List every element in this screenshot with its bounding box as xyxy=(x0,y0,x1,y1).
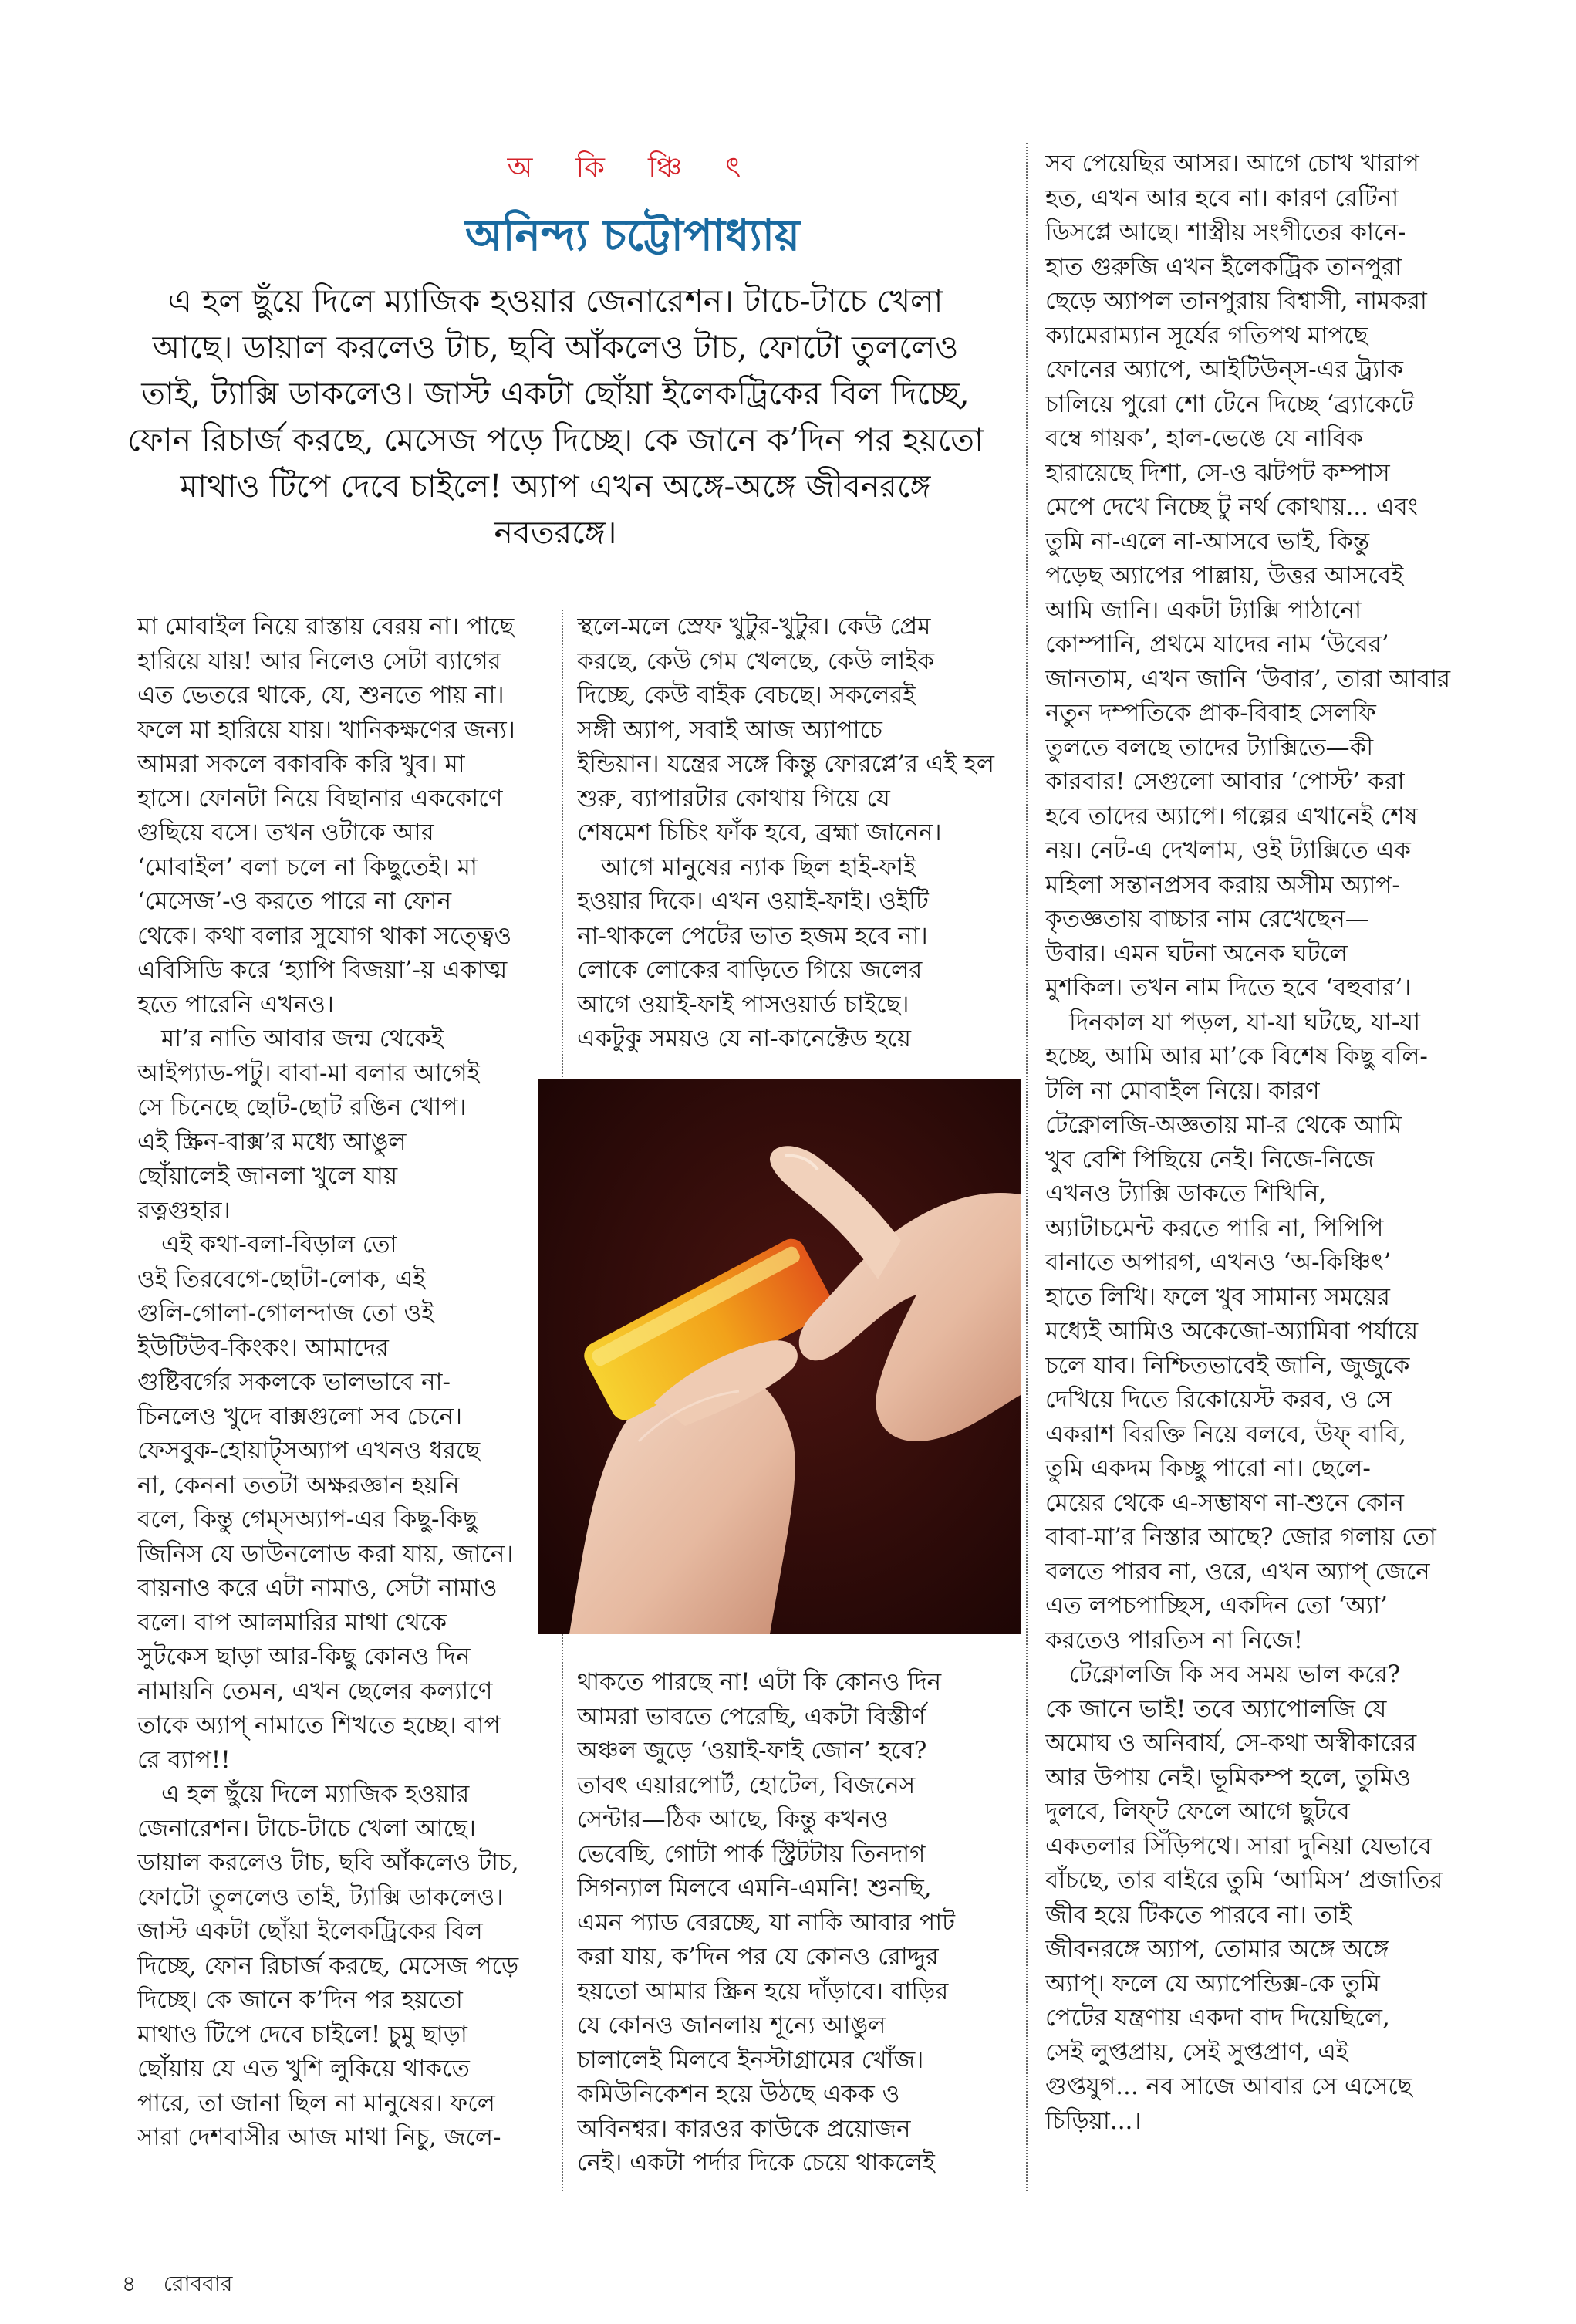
text-line: জানতাম, এখন জানি ‘উবার’, তারা আবার xyxy=(1045,664,1451,693)
text-line: টেক্নোলজি কি সব সময় ভাল করে? xyxy=(1045,1660,1401,1688)
text-line: এমন প্যাড বেরচ্ছে, যা নাকি আবার পাট xyxy=(577,1908,956,1937)
text-line: ‘মেসেজ’-ও করতে পারে না ফোন xyxy=(137,887,452,915)
text-line: এত লপচপাচ্ছিস, একদিন তো ‘অ্যা’ xyxy=(1045,1592,1389,1620)
text-line: গুলি-গোলা-গোলন্দাজ তো ওই xyxy=(137,1299,434,1327)
text-line: ডিসপ্লে আছে। শাস্ত্রীয় সংগীতের কানে- xyxy=(1045,218,1406,246)
text-line: রে ব্যাপ!! xyxy=(137,1745,231,1774)
intro-paragraph: এ হল ছুঁয়ে দিলে ম্যাজিক হওয়ার জেনারেশন। টাচে-টাচে খেলা আছে। ডায়াল করলেও টাচ, ছবি আঁকলেও টাচ, ফোটো তুললেও তাই, ট্যাক্সি ডাকলেও। জাস্ট একটা ছোঁয়া ইলেকট্রিকের বিল দিচ্ছে, ফোন রিচার্জ করছে, মেসেজ পড়ে দিচ্ছে। কে জানে ক’দিন পর হয়তো মাথাও টিপে দেবে চাইলে! অ্যাপ এখন অঙ্গে-অঙ্গে জীবনরঙ্গে নবতরঙ্গে। xyxy=(127,282,984,551)
text-line: হতে পারেনি এখনও। xyxy=(137,990,334,1018)
text-line: না, কেননা ততটা অক্ষরজ্ঞান হয়নি xyxy=(137,1471,460,1499)
text-line: দিনকাল যা পড়ল, যা-যা ঘটছে, যা-যা xyxy=(1045,1008,1421,1036)
text-line: দিচ্ছে। কে জানে ক’দিন পর হয়তো xyxy=(137,1986,463,2014)
text-line: আর উপায় নেই। ভূমিকম্প হলে, তুমিও xyxy=(1045,1763,1411,1792)
text-line: অবিনশ্বর। কারওর কাউকে প্রয়োজন xyxy=(577,2114,911,2143)
text-line: জিনিস যে ডাউনলোড করা যায়, জানে। xyxy=(137,1539,514,1568)
text-line: বম্বে গায়ক’, হাল-ভেঙে যে নাবিক xyxy=(1045,424,1363,452)
text-line: দেখিয়ে দিতে রিকোয়েস্ট করব, ও সে xyxy=(1045,1386,1392,1414)
text-line: বলে। বাপ আলমারির মাথা থেকে xyxy=(137,1608,447,1637)
text-line: ছোঁয়ায় যে এত খুশি লুকিয়ে থাকতে xyxy=(137,2055,470,2082)
text-line: সেই লুপ্তপ্রায়, সেই সুপ্তপ্রাণ, এই xyxy=(1045,2038,1348,2066)
text-line: এত ভেতরে থাকে, যে, শুনতে পায় না। xyxy=(137,681,505,709)
text-line: আগে মানুষের ন্যাক ছিল হাই-ফাই xyxy=(577,853,916,881)
text-line: অঞ্চল জুড়ে ‘ওয়াই-ফাই জোন’ হবে? xyxy=(577,1737,927,1765)
text-line: টেক্নোলজি-অজ্ঞতায় মা-র থেকে আমি xyxy=(1045,1111,1402,1139)
text-line: যে কোনও জানলায় শূন্যে আঙুল xyxy=(577,2012,886,2039)
text-line: জীব হয়ে টিকতে পারবে না। তাই xyxy=(1045,1900,1352,1929)
text-line: এখনও ট্যাক্সি ডাকতে শিখিনি, xyxy=(1045,1180,1327,1208)
text-line: বলতে পারব না, ওরে, এখন অ্যাপ্‌ জেনে xyxy=(1045,1557,1430,1586)
text-line: বায়নাও করে এটা নামাও, সেটা নামাও xyxy=(137,1574,498,1602)
text-line: গুছিয়ে বসে। তখন ওটাকে আর xyxy=(137,819,434,846)
text-line: নয়। নেট-এ দেখলাম, ওই ট্যাক্সিতে এক xyxy=(1045,836,1411,864)
text-line: তাকে অ্যাপ্‌ নামাতে শিখতে হচ্ছে। বাপ xyxy=(137,1711,501,1739)
text-line: মাথাও টিপে দেবে চাইলে! চুমু ছাড়া xyxy=(137,2020,467,2049)
text-line: আইপ্যাড-পটু। বাবা-মা বলার আগেই xyxy=(137,1059,480,1087)
text-line: হচ্ছে, আমি আর মা’কে বিশেষ কিছু বলি- xyxy=(1045,1042,1428,1070)
column-1 xyxy=(137,610,538,2155)
text-line: বাবা-মা’র নিস্তার আছে? জোর গলায় তো xyxy=(1045,1523,1436,1551)
text-line: গুষ্টিবর্গের সকলকে ভালভাবে না- xyxy=(137,1368,451,1396)
text-line: দিচ্ছে, ফোন রিচার্জ করছে, মেসেজ পড়ে xyxy=(137,1951,519,1980)
text-line: ওই তিরবেগে-ছোটা-লোক, এই xyxy=(137,1265,426,1293)
hands-phone-illustration xyxy=(538,1079,1021,1634)
text-line: আমি জানি। একটা ট্যাক্সি পাঠানো xyxy=(1045,596,1362,624)
text-line: লোকে লোকের বাড়িতে গিয়ে জলের xyxy=(577,956,923,984)
text-line: সুটকেস ছাড়া আর-কিছু কোনও দিন xyxy=(137,1643,471,1670)
text-line: পড়েছ অ্যাপের পাল্লায়, উত্তর আসবেই xyxy=(1045,562,1404,589)
text-line: হত, এখন আর হবে না। কারণ রেটিনা xyxy=(1045,184,1399,212)
text-line: জাস্ট একটা ছোঁয়া ইলেকট্রিকের বিল xyxy=(137,1917,483,1945)
text-line: তুমি একদম কিচ্ছু পারো না। ছেলে- xyxy=(1045,1454,1371,1482)
text-line: ডায়াল করলেও টাচ, ছবি আঁকলেও টাচ, xyxy=(137,1849,519,1876)
text-line: কারবার! সেগুলো আবার ‘পোস্ট’ করা xyxy=(1045,768,1405,795)
text-line: কে জানে ভাই! তবে অ্যাপোলজি যে xyxy=(1045,1694,1387,1723)
text-line: চালালেই মিলবে ইনস্টাগ্রামের খোঁজ। xyxy=(577,2045,924,2074)
text-line: হওয়ার দিকে। এখন ওয়াই-ফাই। ওইটি xyxy=(577,887,929,915)
text-line: মহিলা সন্তানপ্রসব করায় অসীম অ্যাপ- xyxy=(1045,870,1400,899)
text-line: দিচ্ছে, কেউ বাইক বেচছে। সকলেরই xyxy=(577,681,916,709)
text-line: ভেবেছি, গোটা পার্ক স্ট্রিটটায় তিনদাগ xyxy=(577,1839,926,1868)
text-line: সে চিনেছে ছোট-ছোট রঙিন খোপ। xyxy=(137,1093,467,1121)
text-line: অ্যাটাচমেন্ট করতে পারি না, পিপিপি xyxy=(1045,1214,1384,1242)
text-line: ইউটিউব-কিংকং। আমাদের xyxy=(137,1333,389,1362)
text-line: অ্যাপ্‌। ফলে যে অ্যাপেন্ডিক্স-কে তুমি xyxy=(1045,1969,1380,1998)
text-line: করছে, কেউ গেম খেলছে, কেউ লাইক xyxy=(577,647,935,675)
series-title: অ কি ঞ্চি ৎ xyxy=(507,150,758,184)
text-line: শেষমেশ চিচিং ফাঁক হবে, ব্রহ্মা জানেন। xyxy=(577,819,942,846)
text-line: থাকতে পারছে না! এটা কি কোনও দিন xyxy=(577,1668,942,1696)
text-line: বাঁচছে, তার বাইরে তুমি ‘আমিস’ প্রজাতির xyxy=(1045,1866,1443,1894)
text-line: সঙ্গী অ্যাপ, সবাই আজ অ্যাপাচে xyxy=(577,715,882,744)
text-line: করা যায়, ক’দিন পর যে কোনও রোদ্দুর xyxy=(577,1943,939,1971)
text-line: এবিসিডি করে ‘হ্যাপি বিজয়া’-য় একাত্ম xyxy=(137,956,508,984)
text-line: করতেও পারতিস না নিজে! xyxy=(1045,1626,1304,1654)
text-line: ফলে মা হারিয়ে যায়। খানিকক্ষণের জন্য। xyxy=(137,715,515,744)
page-number: ৪ xyxy=(122,2271,137,2296)
text-line: ফেসবুক-হোয়াট্‌সঅ্যাপ এখনও ধরছে xyxy=(137,1437,481,1464)
text-line: কমিউনিকেশন হয়ে উঠছে একক ও xyxy=(577,2080,900,2108)
text-line: চিনলেও খুদে বাক্সগুলো সব চেনে। xyxy=(137,1402,463,1431)
text-line: উবার। এমন ঘটনা অনেক ঘটলে xyxy=(1045,939,1348,968)
text-line: মেপে দেখে নিচ্ছে টু নর্থ কোথায়... এবং xyxy=(1045,493,1419,521)
text-line: হয়তো আমার স্ক্রিন হয়ে দাঁড়াবে। বাড়ির xyxy=(577,1977,949,2005)
text-line: হবে তাদের অ্যাপে। গল্পের এখানেই শেষ xyxy=(1045,802,1418,830)
text-line: তুলতে বলছে তাদের ট্যাক্সিতে—কী xyxy=(1045,733,1374,762)
magazine-name: রোববার xyxy=(163,2271,233,2296)
text-line: সব পেয়েছির আসর। আগে চোখ খারাপ xyxy=(1045,150,1419,177)
text-line: ক্যামেরাম্যান সূর্যের গতিপথ মাপছে xyxy=(1045,321,1368,350)
text-line: দুলবে, লিফ্‌ট ফেলে আগে ছুটবে xyxy=(1045,1798,1350,1826)
text-line: ফোনের অ্যাপে, আইটিউন্‌স-এর ট্র্যাক xyxy=(1045,356,1403,383)
text-line: ইন্ডিয়ান। যন্ত্রের সঙ্গে কিন্তু ফোরপ্লে’র এই হল xyxy=(577,750,994,778)
text-line: বানাতে অপারগ, এখনও ‘অ-কিঞ্চিৎ’ xyxy=(1045,1248,1392,1276)
text-line: কোম্পানি, প্রথমে যাদের নাম ‘উবের’ xyxy=(1045,630,1389,658)
text-line: মধ্যেই আমিও অকেজো-অ্যামিবা পর্যায়ে xyxy=(1045,1317,1419,1345)
text-line: টলি না মোবাইল নিয়ে। কারণ xyxy=(1045,1076,1320,1105)
text-line: এ হল ছুঁয়ে দিলে ম্যাজিক হওয়ার xyxy=(137,1780,470,1808)
text-line: নেই। একটা পর্দার দিকে চেয়ে থাকলেই xyxy=(577,2149,935,2177)
text-line: মুশকিল। তখন নাম দিতে হবে ‘বহুবার’। xyxy=(1045,974,1412,1002)
text-line: মা’র নাতি আবার জন্ম থেকেই xyxy=(137,1025,444,1052)
column-divider-right xyxy=(1026,143,1028,2191)
text-line: ছেড়ে অ্যাপল তানপুরায় বিশ্বাসী, নামকরা xyxy=(1045,287,1427,315)
text-line: চলে যাব। নিশ্চিতভাবেই জানি, জুজুকে xyxy=(1045,1351,1410,1380)
text-line: হারিয়ে যায়! আর নিলেও সেটা ব্যাগের xyxy=(137,647,501,675)
column-2-top xyxy=(577,610,1009,1056)
text-line: খুব বেশি পিছিয়ে নেই। নিজে-নিজে xyxy=(1045,1145,1375,1174)
text-line: রত্নগুহার। xyxy=(137,1196,231,1224)
text-line: আগে ওয়াই-ফাই পাসওয়ার্ড চাইছে। xyxy=(577,990,909,1018)
text-line: মা মোবাইল নিয়ে রাস্তায় বেরয় না। পাছে xyxy=(137,613,515,640)
text-line: চিড়িয়া...। xyxy=(1045,2106,1142,2135)
text-line: আমরা সকলে বকাবকি করি খুব। মা xyxy=(137,750,465,778)
column-3 xyxy=(1045,147,1493,2138)
text-line: নতুন দম্পতিকে প্রাক-বিবাহ সেলফি xyxy=(1045,699,1376,727)
text-line: পেটের যন্ত্রণায় একদা বাদ দিয়েছিলে, xyxy=(1045,2004,1390,2032)
text-line: সিগন্যাল মিলবে এমনি-এমনি! শুনছি, xyxy=(577,1874,932,1902)
text-line: পারে, তা জানা ছিল না মানুষের। ফলে xyxy=(137,2089,495,2117)
text-line: সারা দেশবাসীর আজ মাথা নিচু, জলে- xyxy=(137,2123,501,2151)
text-line: অমোঘ ও অনিবার্য, সে-কথা অস্বীকারের xyxy=(1045,1729,1417,1757)
text-line: শুরু, ব্যাপারটার কোথায় গিয়ে যে xyxy=(577,784,890,812)
text-line: হাতে লিখি। ফলে খুব সামান্য সময়ের xyxy=(1045,1282,1390,1311)
text-line: এই স্ক্রিন-বাক্স’র মধ্যে আঙুল xyxy=(137,1127,407,1156)
hands-phone-photo xyxy=(538,1079,1021,1634)
text-line: তাবৎ এয়ারপোর্ট, হোটেল, বিজনেস xyxy=(577,1771,916,1799)
text-line: এই কথা-বলা-বিড়াল তো xyxy=(137,1231,397,1258)
text-line: স্থলে-মলে স্রেফ খুটুর-খুটুর। কেউ প্রেম xyxy=(577,613,931,640)
text-line: ফোটো তুললেও তাই, ট্যাক্সি ডাকলেও। xyxy=(137,1883,504,1911)
text-line: হাত গুরুজি এখন ইলেকট্রিক তানপুরা xyxy=(1045,252,1402,281)
text-line: ‘মোবাইল’ বলা চলে না কিছুতেই। মা xyxy=(137,853,478,881)
text-line: আমরা ভাবতে পেরেছি, একটা বিস্তীর্ণ xyxy=(577,1702,926,1731)
text-line: না-থাকলে পেটের ভাত হজম হবে না। xyxy=(577,921,928,950)
text-line: মেয়ের থেকে এ-সম্ভাষণ না-শুনে কোন xyxy=(1045,1488,1405,1517)
text-line: চালিয়ে পুরো শো টেনে দিচ্ছে ‘ব্র্যাকেটে xyxy=(1045,390,1414,418)
text-line: একরাশ বিরক্তি নিয়ে বলবে, উফ্‌ বাবি, xyxy=(1045,1420,1406,1448)
author-name: অনিন্দ্য চট্টোপাধ্যায় xyxy=(465,210,800,261)
text-line: নামায়নি তেমন, এখন ছেলের কল্যাণে xyxy=(137,1677,493,1705)
text-line: একতলার সিঁড়িপথে। সারা দুনিয়া যেভাবে xyxy=(1045,1832,1432,1860)
text-line: বলে, কিন্তু গেম্‌সঅ্যাপ-এর কিছু-কিছু xyxy=(137,1505,478,1533)
text-line: তুমি না-এলে না-আসবে ভাই, কিন্তু xyxy=(1045,527,1370,556)
text-line: থেকে। কথা বলার সুযোগ থাকা সত্ত্বেও xyxy=(137,921,512,950)
text-line: সেন্টার—ঠিক আছে, কিন্তু কখনও xyxy=(577,1805,889,1833)
text-line: হারায়েছে দিশা, সে-ও ঝটপট কম্পাস xyxy=(1045,458,1390,487)
text-line: জেনারেশন। টাচে-টাচে খেলা আছে। xyxy=(137,1814,476,1843)
text-line: জীবনরঙ্গে অ্যাপ, তোমার অঙ্গে অঙ্গে xyxy=(1045,1935,1389,1963)
column-2-bottom xyxy=(577,1665,1009,2180)
text-line: গুপ্তযুগ... নব সাজে আবার সে এসেছে xyxy=(1045,2072,1412,2100)
text-line: ছোঁয়ালেই জানলা খুলে যায় xyxy=(137,1162,398,1190)
page-footer xyxy=(122,2267,232,2303)
text-line: কৃতজ্ঞতায় বাচ্চার নাম রেখেছেন— xyxy=(1045,905,1369,933)
text-line: হাসে। ফোনটা নিয়ে বিছানার এককোণে xyxy=(137,784,503,812)
text-line: একটুকু সময়ও যে না-কানেক্টেড হয়ে xyxy=(577,1025,912,1052)
